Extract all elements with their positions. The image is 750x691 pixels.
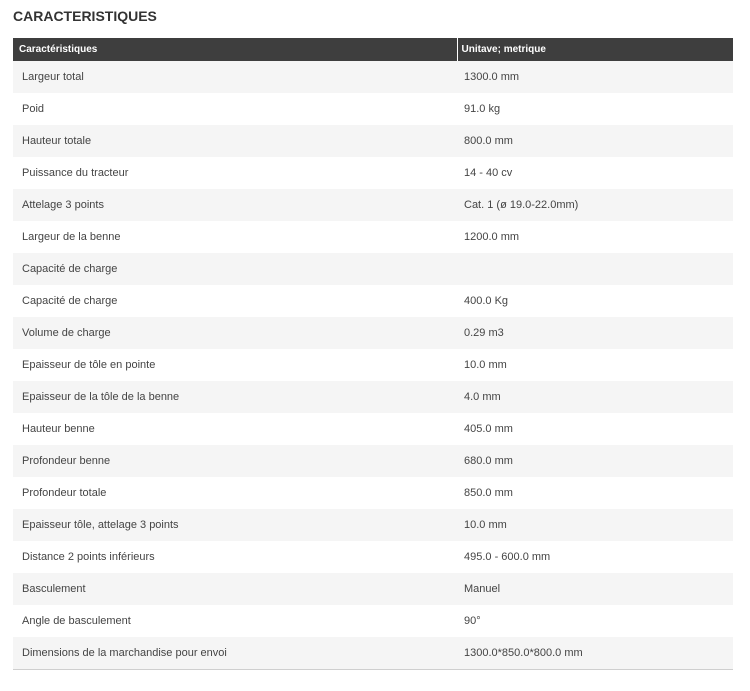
table-row — [13, 61, 733, 93]
row-value: 14 - 40 cv — [457, 157, 733, 189]
row-label: Epaisseur de la tôle de la benne — [13, 381, 457, 413]
table-row — [13, 445, 733, 477]
row-value: 90° — [457, 605, 733, 637]
row-label: Basculement — [13, 573, 457, 605]
section-title: CARACTERISTIQUES — [13, 8, 157, 24]
row-label: Profondeur benne — [13, 445, 457, 477]
row-value: 495.0 - 600.0 mm — [457, 541, 733, 573]
row-label: Epaisseur de tôle en pointe — [13, 349, 457, 381]
row-label: Largeur total — [13, 61, 457, 93]
row-label: Capacité de charge — [13, 253, 457, 285]
row-label: Poid — [13, 93, 457, 125]
row-value: 4.0 mm — [457, 381, 733, 413]
table-body — [13, 61, 733, 669]
row-value: 10.0 mm — [457, 349, 733, 381]
row-label: Capacité de charge — [13, 285, 457, 317]
table-row — [13, 541, 733, 573]
row-value: 1200.0 mm — [457, 221, 733, 253]
row-label: Volume de charge — [13, 317, 457, 349]
table-row — [13, 285, 733, 317]
row-label: Attelage 3 points — [13, 189, 457, 221]
table-row — [13, 125, 733, 157]
table-row — [13, 93, 733, 125]
table-row — [13, 509, 733, 541]
row-label: Largeur de la benne — [13, 221, 457, 253]
row-label: Epaisseur tôle, attelage 3 points — [13, 509, 457, 541]
table-row — [13, 253, 733, 285]
row-value: 405.0 mm — [457, 413, 733, 445]
header-characteristic: Caractéristiques — [13, 38, 457, 61]
row-value: 680.0 mm — [457, 445, 733, 477]
table-row — [13, 605, 733, 637]
row-label: Hauteur benne — [13, 413, 457, 445]
table-row — [13, 317, 733, 349]
row-value: Manuel — [457, 573, 733, 605]
row-value: 91.0 kg — [457, 93, 733, 125]
table-row — [13, 637, 733, 669]
row-label: Distance 2 points inférieurs — [13, 541, 457, 573]
row-label: Profondeur totale — [13, 477, 457, 509]
specifications-table — [13, 38, 733, 670]
row-label: Angle de basculement — [13, 605, 457, 637]
row-value — [457, 253, 733, 285]
header-unit: Unitave; metrique — [457, 38, 733, 61]
table-row — [13, 413, 733, 445]
row-value: 1300.0 mm — [457, 61, 733, 93]
row-label: Puissance du tracteur — [13, 157, 457, 189]
row-value: 10.0 mm — [457, 509, 733, 541]
row-value: 400.0 Kg — [457, 285, 733, 317]
row-label: Hauteur totale — [13, 125, 457, 157]
table-row — [13, 477, 733, 509]
row-value: Cat. 1 (ø 19.0-22.0mm) — [457, 189, 733, 221]
table-header — [13, 38, 733, 61]
table-row — [13, 157, 733, 189]
row-value: 850.0 mm — [457, 477, 733, 509]
row-label: Dimensions de la marchandise pour envoi — [13, 637, 457, 669]
table-row — [13, 189, 733, 221]
row-value: 1300.0*850.0*800.0 mm — [457, 637, 733, 669]
table-row — [13, 221, 733, 253]
table-row — [13, 573, 733, 605]
table-row — [13, 381, 733, 413]
table-row — [13, 349, 733, 381]
row-value: 800.0 mm — [457, 125, 733, 157]
table-header-row — [13, 38, 733, 61]
row-value: 0.29 m3 — [457, 317, 733, 349]
